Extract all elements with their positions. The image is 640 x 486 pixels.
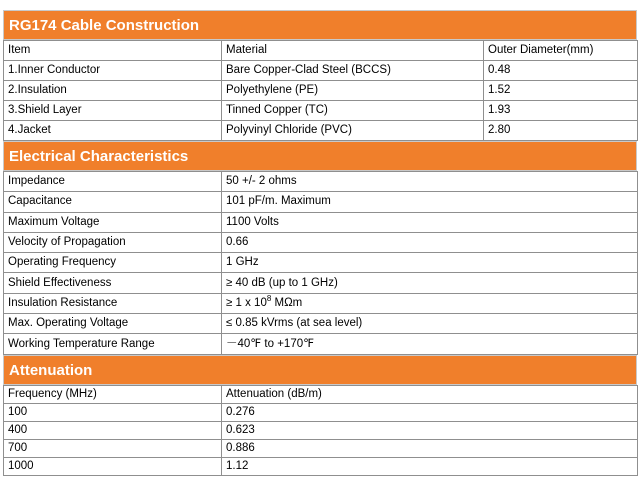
table-cell: 0.623 <box>222 421 638 439</box>
table-row <box>4 253 638 273</box>
table-cell: 0.48 <box>484 61 638 81</box>
table-cell: 0.886 <box>222 439 638 457</box>
table-row <box>4 421 638 439</box>
header-cell: Frequency (MHz) <box>4 385 222 403</box>
table-row <box>4 439 638 457</box>
table-cell: Polyvinyl Chloride (PVC) <box>222 121 484 141</box>
table-cell: 1100 Volts <box>222 212 638 232</box>
table-row <box>4 457 638 475</box>
electrical-header <box>3 141 637 171</box>
table-row <box>4 172 638 192</box>
table-cell: Tinned Copper (TC) <box>222 101 484 121</box>
table-row <box>4 273 638 293</box>
table-row <box>4 101 638 121</box>
insulation-exponent: 8 <box>266 294 272 304</box>
table-row <box>4 192 638 212</box>
table-cell: 1.12 <box>222 457 638 475</box>
table-row <box>4 81 638 101</box>
table-cell: Capacitance <box>4 192 222 212</box>
attenuation-header: Attenuation <box>3 355 637 385</box>
table-cell: 1000 <box>4 457 222 475</box>
table-cell <box>222 293 638 313</box>
table-cell: 2.Insulation <box>4 81 222 101</box>
construction-header: RG174 Cable Construction <box>3 10 637 40</box>
table-cell: 3.Shield Layer <box>4 101 222 121</box>
header-cell: Attenuation (dB/m) <box>222 385 638 403</box>
table-cell: 101 pF/m. Maximum <box>222 192 638 212</box>
table-header-row <box>4 385 638 403</box>
electrical-title: Electrical Characteristics <box>9 148 189 165</box>
construction-table <box>3 40 638 141</box>
table-row <box>4 334 638 354</box>
table-cell: 1.Inner Conductor <box>4 61 222 81</box>
table-cell: 0.66 <box>222 232 638 252</box>
table-row <box>4 61 638 81</box>
table-cell: Shield Effectiveness <box>4 273 222 293</box>
header-cell: Outer Diameter(mm) <box>484 41 638 61</box>
table-cell: 2.80 <box>484 121 638 141</box>
table-cell: 700 <box>4 439 222 457</box>
table-cell: ≤ 0.85 kVrms (at sea level) <box>222 314 638 334</box>
table-cell: 1.52 <box>484 81 638 101</box>
table-cell: －40℉ to +170℉ <box>222 334 638 354</box>
table-cell: Working Temperature Range <box>4 334 222 354</box>
table-cell: Maximum Voltage <box>4 212 222 232</box>
table-cell: Bare Copper-Clad Steel (BCCS) <box>222 61 484 81</box>
table-row <box>4 232 638 252</box>
electrical-table <box>3 171 638 355</box>
attenuation-table <box>3 385 638 476</box>
table-cell: 4.Jacket <box>4 121 222 141</box>
table-cell: 50 +/- 2 ohms <box>222 172 638 192</box>
table-row <box>4 121 638 141</box>
table-row <box>4 212 638 232</box>
table-cell: ≥ 40 dB (up to 1 GHz) <box>222 273 638 293</box>
insulation-unit: MΩm <box>271 296 303 309</box>
insulation-value: ≥ 1 x 10 <box>226 296 267 309</box>
spec-sheet <box>3 10 637 476</box>
table-cell: Max. Operating Voltage <box>4 314 222 334</box>
table-cell: Polyethylene (PE) <box>222 81 484 101</box>
table-row <box>4 314 638 334</box>
table-cell: 0.276 <box>222 403 638 421</box>
table-header-row <box>4 41 638 61</box>
table-row <box>4 403 638 421</box>
table-cell: 1.93 <box>484 101 638 121</box>
table-cell: Impedance <box>4 172 222 192</box>
table-cell: Insulation Resistance <box>4 293 222 313</box>
table-cell: 400 <box>4 421 222 439</box>
table-cell: 100 <box>4 403 222 421</box>
table-cell: 1 GHz <box>222 253 638 273</box>
table-row <box>4 293 638 313</box>
table-cell: Operating Frequency <box>4 253 222 273</box>
header-cell: Item <box>4 41 222 61</box>
table-cell: Velocity of Propagation <box>4 232 222 252</box>
header-cell: Material <box>222 41 484 61</box>
